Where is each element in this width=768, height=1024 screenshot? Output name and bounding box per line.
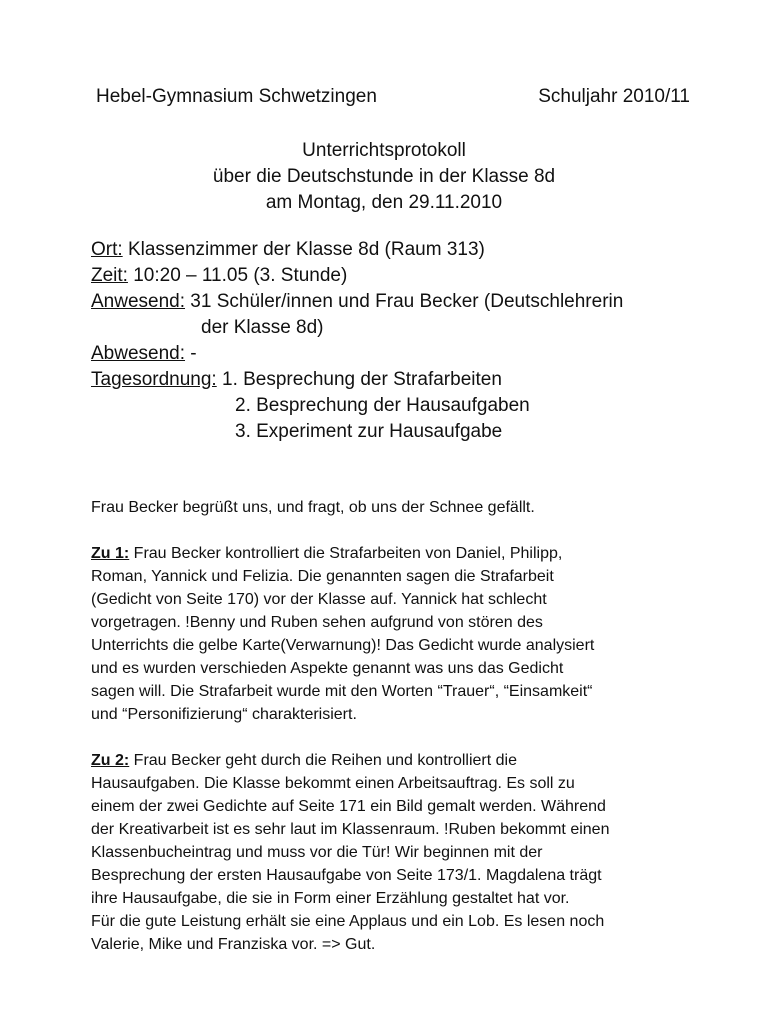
title-line-3: am Montag, den 29.11.2010 bbox=[265, 192, 503, 213]
abwesend-value: - bbox=[185, 343, 197, 364]
tagesordnung-label: Tagesordnung: bbox=[91, 369, 217, 390]
meta-zeit bbox=[91, 263, 711, 289]
anwesend-value-2: der Klasse 8d) bbox=[201, 317, 324, 338]
intro-text: Frau Becker begrüßt uns, und fragt, ob uns der Schnee gefällt. bbox=[91, 499, 535, 516]
meta-section bbox=[91, 237, 711, 445]
zu2-paragraph bbox=[91, 749, 721, 956]
zeit-value: 10:20 – 11.05 (3. Stunde) bbox=[127, 265, 348, 286]
zu1-line-0-text: Frau Becker kontrolliert die Strafarbeiten von Daniel, Philipp, bbox=[129, 545, 563, 562]
school-year: Schuljahr 2010/11 bbox=[538, 86, 690, 107]
zu2-line-7: Für die gute Leistung erhält sie eine Applaus und ein Lob. Es lesen noch bbox=[91, 913, 605, 930]
protocol-body bbox=[91, 496, 721, 979]
ort-value: Klassenzimmer der Klasse 8d (Raum 313) bbox=[122, 239, 485, 260]
zu1-line-7: und “Personifizierung“ charakterisiert. bbox=[91, 706, 357, 723]
zu2-line-3: der Kreativarbeit ist es sehr laut im Klassenraum. !Ruben bekommt einen bbox=[91, 821, 610, 838]
meta-anwesend bbox=[91, 289, 711, 315]
zu2-label: Zu 2: bbox=[91, 752, 130, 769]
meta-tagesordnung bbox=[91, 367, 711, 393]
zu1-label: Zu 1: bbox=[91, 545, 130, 562]
zu1-paragraph bbox=[91, 542, 721, 726]
title-line-1: Unterrichtsprotokoll bbox=[302, 140, 466, 161]
zu2-line-1: Hausaufgaben. Die Klasse bekommt einen Arbeitsauftrag. Es soll zu bbox=[91, 775, 575, 792]
anwesend-label: Anwesend: bbox=[91, 291, 186, 312]
agenda-item-1: 1. Besprechung der Strafarbeiten bbox=[216, 369, 502, 390]
meta-abwesend bbox=[91, 341, 711, 367]
zu2-line-0-text: Frau Becker geht durch die Reihen und kontrolliert die bbox=[129, 752, 517, 769]
zu1-line-1: Roman, Yannick und Felizia. Die genannten sagen die Strafarbeit bbox=[91, 568, 554, 585]
zu2-line-8: Valerie, Mike und Franziska vor. => Gut. bbox=[91, 936, 376, 953]
agenda-item-3: 3. Experiment zur Hausaufgabe bbox=[235, 421, 503, 442]
zu1-line-0 bbox=[91, 542, 721, 565]
zu2-line-5: Besprechung der ersten Hausaufgabe von Seite 173/1. Magdalena trägt bbox=[91, 867, 602, 884]
zu2-line-4: Klassenbucheintrag und muss vor die Tür! Wir beginnen mit der bbox=[91, 844, 543, 861]
zu1-line-4: Unterrichts die gelbe Karte(Verwarnung)! Das Gedicht wurde analysiert bbox=[91, 637, 595, 654]
ort-label: Ort: bbox=[91, 239, 123, 260]
meta-ort bbox=[91, 237, 711, 263]
abwesend-label: Abwesend: bbox=[91, 343, 186, 364]
school-name: Hebel-Gymnasium Schwetzingen bbox=[96, 86, 377, 107]
title-line-2: über die Deutschstunde in der Klasse 8d bbox=[212, 166, 556, 187]
document-header bbox=[96, 86, 690, 108]
zu1-line-6: sagen will. Die Strafarbeit wurde mit den Worten “Trauer“, “Einsamkeit“ bbox=[91, 683, 593, 700]
zu2-line-2: einem der zwei Gedichte auf Seite 171 ein Bild gemalt werden. Während bbox=[91, 798, 606, 815]
anwesend-value-1: 31 Schüler/innen und Frau Becker (Deutschlehrerin bbox=[185, 291, 624, 312]
agenda-item-2: 2. Besprechung der Hausaufgaben bbox=[235, 395, 530, 416]
zu1-line-5: und es wurden verschieden Aspekte genannt was uns das Gedicht bbox=[91, 660, 564, 677]
zeit-label: Zeit: bbox=[91, 265, 128, 286]
document-title bbox=[0, 138, 768, 216]
zu1-line-2: (Gedicht von Seite 170) vor der Klasse auf. Yannick hat schlecht bbox=[91, 591, 547, 608]
intro-paragraph bbox=[91, 496, 721, 519]
zu2-line-0 bbox=[91, 749, 721, 772]
zu2-line-6: ihre Hausaufgabe, die sie in Form einer Erzählung gestaltet hat vor. bbox=[91, 890, 570, 907]
zu1-line-3: vorgetragen. !Benny und Ruben sehen aufgrund von stören des bbox=[91, 614, 543, 631]
